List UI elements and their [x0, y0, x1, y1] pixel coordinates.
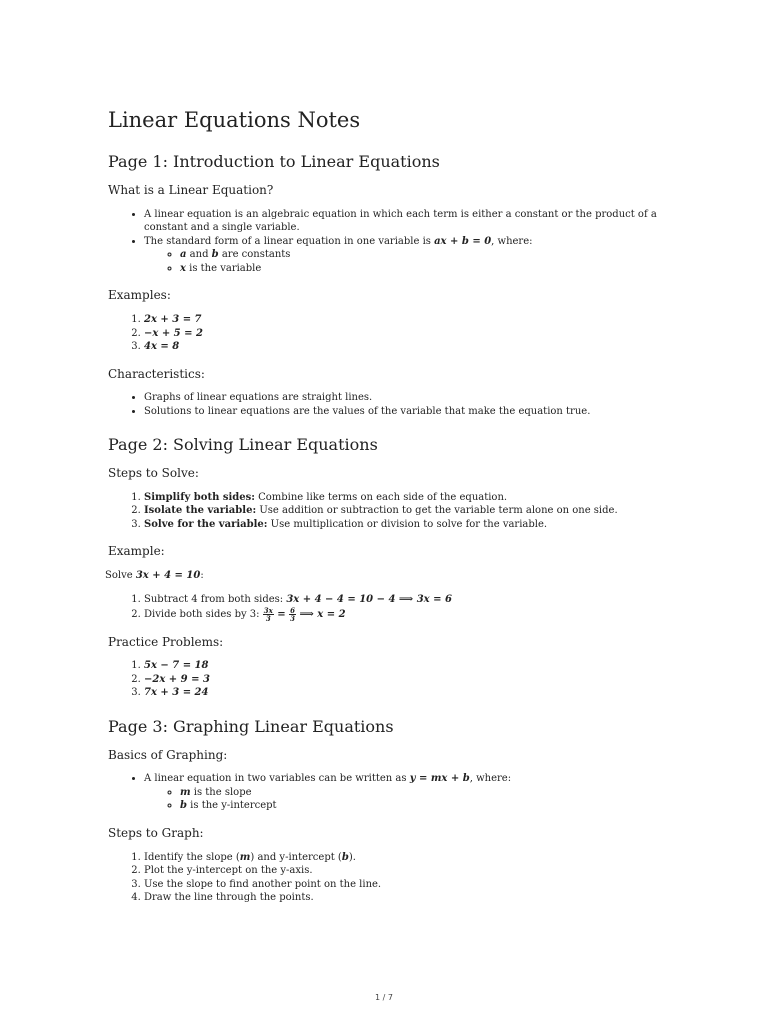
steps-heading: Steps to Solve: [108, 466, 199, 481]
list-item: • A linear equation is an algebraic equation in which each term is either a constant or the product of a constant and a single variable. [144, 208, 668, 235]
list-item: 2. −x + 5 = 2 [144, 327, 668, 341]
document-page [105, 108, 668, 918]
graph-steps-list [108, 851, 668, 905]
list-item: ◦ a and b are constants [180, 248, 668, 262]
list-item: 3. Solve for the variable: Use multiplication or division to solve for the variable. [144, 518, 668, 532]
list-item: 1. Simplify both sides: Combine like terms on each side of the equation. [144, 491, 668, 505]
graph-steps-heading: Steps to Graph: [108, 825, 204, 840]
what-section [108, 183, 668, 275]
basics-heading: Basics of Graphing: [108, 747, 228, 762]
list-item: • Solutions to linear equations are the values of the variable that make the equation true. [144, 405, 668, 419]
list-item: 3. 4x = 8 [144, 340, 668, 354]
list-item: 4. Draw the line through the points. [144, 891, 668, 905]
list-item: 3. Use the slope to find another point on the line. [144, 878, 668, 892]
list-item: ◦ x is the variable [180, 262, 668, 276]
characteristics-heading: Characteristics: [108, 366, 205, 381]
document-title: Linear Equations Notes [108, 108, 361, 132]
example-steps-list [108, 593, 668, 622]
steps-list [108, 491, 668, 532]
steps-section [108, 466, 668, 531]
practice-heading: Practice Problems: [108, 634, 224, 649]
example-heading: Example: [108, 544, 165, 559]
basics-list [108, 772, 668, 813]
examples-section [108, 288, 668, 353]
practice-section [108, 635, 668, 700]
examples-list [108, 313, 668, 354]
list-item: • A linear equation in two variables can be written as y = mx + b, where: ◦ m is the slope ◦ b is the y-intercept [144, 772, 668, 813]
fraction: $\frac{6}{3}$ [290, 605, 295, 623]
examples-heading: Examples: [108, 288, 171, 303]
page1-heading: Page 1: Introduction to Linear Equations [108, 152, 440, 172]
practice-list [108, 659, 668, 700]
what-heading: What is a Linear Equation? [108, 183, 274, 198]
fraction: $\frac{3x}{3}$ [263, 605, 273, 623]
characteristics-section [108, 367, 668, 419]
list-item: 1. Subtract 4 from both sides: 3x + 4 − 4 = 10 − 4 ⟹ 3x = 6 [144, 593, 668, 607]
list-item: 2. Plot the y-intercept on the y-axis. [144, 864, 668, 878]
page2-heading: Page 2: Solving Linear Equations [108, 435, 378, 455]
list-item: ◦ b is the y-intercept [180, 799, 668, 813]
list-item: 2. −2x + 9 = 3 [144, 673, 668, 687]
what-list [108, 208, 668, 276]
list-item: 1. 5x − 7 = 18 [144, 659, 668, 673]
sub-list [144, 786, 668, 813]
characteristics-list [108, 391, 668, 418]
sub-list [144, 248, 668, 275]
list-item: 1. Identify the slope (m) and y-intercept (b). [144, 851, 668, 865]
list-item: 1. 2x + 3 = 7 [144, 313, 668, 327]
list-item: 3. 7x + 3 = 24 [144, 686, 668, 700]
list-item: ◦ m is the slope [180, 786, 668, 800]
page-number: 1 / 7 [375, 993, 393, 1002]
page3-heading: Page 3: Graphing Linear Equations [108, 716, 394, 736]
graph-steps-section [108, 826, 668, 905]
basics-section [108, 748, 668, 813]
example-section [105, 544, 668, 623]
list-item: • The standard form of a linear equation in one variable is ax + b = 0, where: ◦ a and b are constants ◦ x is the variable [144, 235, 668, 276]
list-item: 2. Divide both sides by 3: $\frac{3x}{3}$ = $\frac{6}{3}$ ⟹ x = 2 [144, 607, 668, 622]
list-item: • Graphs of linear equations are straight lines. [144, 391, 668, 405]
list-item: 2. Isolate the variable: Use addition or subtraction to get the variable term alone on one side. [144, 504, 668, 518]
solve-statement: Solve 3x + 4 = 10: [105, 570, 204, 582]
